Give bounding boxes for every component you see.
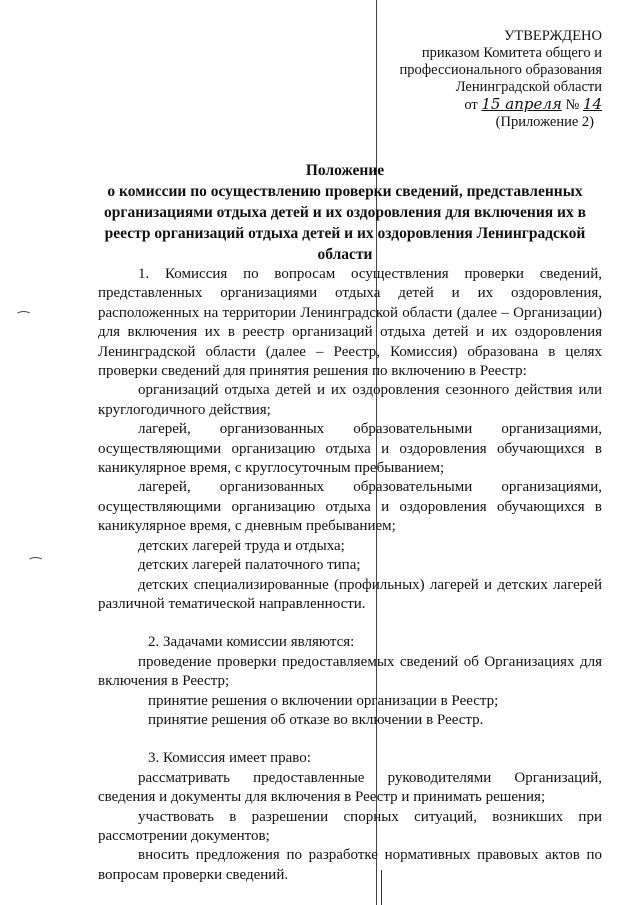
title-line: Положение bbox=[305, 162, 385, 179]
title-line: области bbox=[317, 246, 373, 263]
approval-line: приказом Комитета общего и bbox=[421, 45, 602, 61]
appendix-label: (Приложение 2) bbox=[495, 114, 594, 130]
list-item: проведение проверки предоставляемых сведений об Организациях для включения в Реестр; bbox=[98, 653, 602, 690]
approval-heading: УТВЕРЖДЕНО bbox=[504, 28, 602, 44]
list-item: детских лагерей палаточного типа; bbox=[138, 557, 361, 574]
list-item: детских лагерей труда и отдыха; bbox=[138, 537, 345, 554]
section-1-intro: 1. Комиссия по вопросам осуществления проверки сведений, представленных организациями отдыха детей и их оздоровления, расположенных на территории Ленинградской области (далее – Организации) для включения их в реестр организаций отдыха детей и их оздоровления Ленинградской области (далее – Реестр, Комиссия) образована в целях проверки сведений для принятия решения по включению в Реестр: bbox=[98, 266, 602, 380]
document-title bbox=[95, 160, 595, 265]
list-item: организаций отдыха детей и их оздоровления сезонного действия или круглогодичного действия; bbox=[98, 382, 602, 418]
list-item: вносить предложения по разработке нормативных правовых актов по вопросам проверки сведений. bbox=[98, 847, 602, 883]
punch-mark-bottom: ⁀ bbox=[30, 559, 42, 574]
list-item: рассматривать предоставленные руководителями Организаций, сведения и документы для включения в Реестр и принимать решения; bbox=[98, 769, 602, 806]
section-2-intro: 2. Задачами комиссии являются: bbox=[148, 634, 355, 651]
approval-stamp-block bbox=[400, 28, 602, 131]
handwritten-number: 14 bbox=[582, 95, 602, 113]
approval-date-line bbox=[400, 96, 602, 114]
list-item: участвовать в разрешении спорных ситуаций, возникших при рассмотрении документов; bbox=[98, 808, 602, 844]
list-item: детских специализированные (профильных) лагерей и детских лагерей различной тематической направленности. bbox=[98, 576, 602, 612]
date-prefix: от bbox=[464, 97, 478, 113]
list-item: лагерей, организованных образовательными организациями, осуществляющими организацию отдыха и оздоровления обучающихся в каникулярное время, с дневным пребыванием; bbox=[98, 479, 602, 535]
list-item: принятие решения об отказе во включении в Реестр. bbox=[148, 711, 484, 728]
title-line: организациями отдыха детей и их оздоровления для включения их в bbox=[104, 204, 586, 221]
section-3-intro: 3. Комиссия имеет право: bbox=[148, 750, 311, 767]
list-item: принятие решения о включении организации в Реестр; bbox=[148, 692, 499, 709]
list-item: лагерей, организованных образовательными организациями, осуществляющими организацию отдыха и оздоровления обучающихся в каникулярное время, с круглосуточным пребыванием; bbox=[98, 421, 602, 477]
title-line: реестр организаций отдыха детей и их оздоровления Ленинградской bbox=[104, 225, 586, 242]
punch-mark-top: ⁀ bbox=[18, 313, 30, 328]
title-line: о комиссии по осуществлению проверки сведений, представленных bbox=[107, 183, 583, 200]
approval-line: Ленинградской области bbox=[455, 79, 602, 95]
approval-line: профессионального образования bbox=[399, 62, 602, 78]
document-body bbox=[98, 265, 602, 885]
handwritten-date: 15 апреля bbox=[481, 95, 562, 113]
number-prefix: № bbox=[565, 97, 580, 113]
